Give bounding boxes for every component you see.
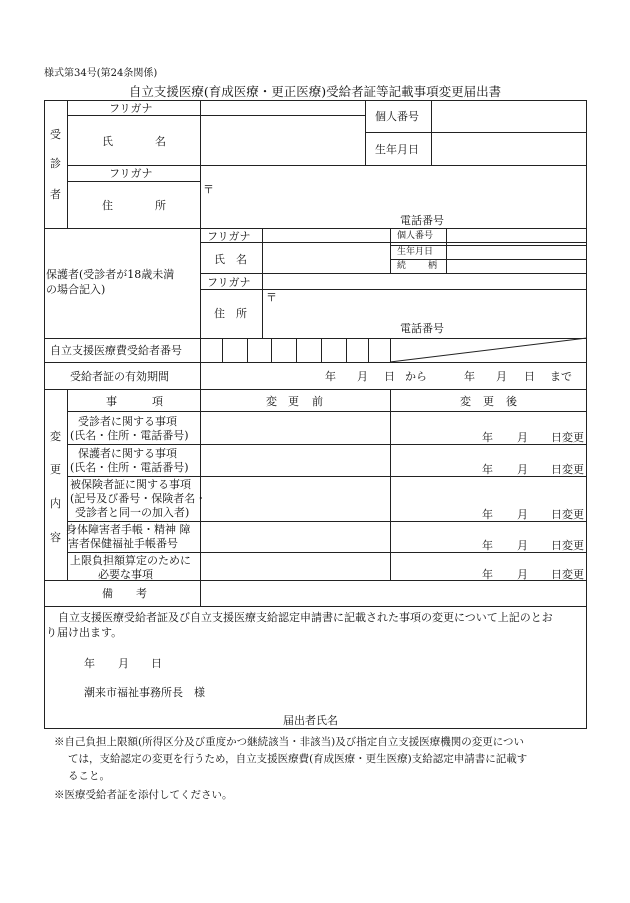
validity-year: 年 [325,370,336,383]
header-after: 変 [460,395,471,408]
change-date-day: 日変更 [551,539,584,552]
declaration-month: 月 [118,657,129,670]
changes-label-char: 容 [50,531,61,544]
declaration-text: り届け出ます。 [46,626,123,639]
change-row-label: (氏名・住所・電話番号) [70,461,189,474]
change-row-label: 受診者と同一の加入者) [75,506,190,519]
change-date-month: 月 [517,508,528,521]
guardian-furigana-label: フリガナ [207,230,251,243]
guardian-phone-label: 電話番号 [400,322,444,335]
guardian-name-label: 氏 [214,253,225,266]
recipient-number-label: 自立支援医療費受給者番号 [50,344,182,357]
change-row-label: 必要な事項 [98,568,153,581]
change-date-month: 月 [517,539,528,552]
change-date-year: 年 [482,463,493,476]
header-before: 前 [312,395,323,408]
change-row-label: 害者保健福祉手帳番号 [68,537,178,550]
patient-furigana-label: フリガナ [109,102,153,115]
patient-label-char: 者 [50,188,61,201]
declaration-day: 日 [151,657,162,670]
declaration-year: 年 [84,657,95,670]
change-date-day: 日変更 [551,508,584,521]
validity-from: から [405,370,427,383]
form-title: 自立支援医療(育成医療・更正医療)受給者証等記載事項変更届出書 [128,84,502,99]
patient-address-label: 所 [155,199,166,212]
change-row-label: 受診者に関する事項 [78,415,177,428]
patient-phone-label: 電話番号 [400,214,444,227]
header-item: 項 [152,395,163,408]
patient-address-label: 住 [102,199,113,212]
change-row-label: 上限負担額算定のために [70,554,191,567]
patient-label-char: 診 [50,157,61,170]
remarks-label: 備 [102,587,113,600]
patient-label-char: 受 [50,128,61,141]
change-date-month: 月 [517,431,528,444]
guardian-label: の場合記入) [46,283,106,296]
guardian-personal-number-label: 個人番号 [397,231,434,241]
changes-label-char: 変 [50,430,61,443]
validity-day2: 日 [524,370,535,383]
change-row-label: (氏名・住所・電話番号) [70,429,189,442]
changes-label-char: 更 [50,463,61,476]
declaration-text: 自立支援医療受給者証及び自立支援医療支給認定申請書に記載された事項の変更について上記のとお [58,611,553,624]
guardian-address-label: 住 [214,307,225,320]
change-date-year: 年 [482,568,493,581]
validity-label: 受給者証の有効期間 [70,370,169,383]
guardian-postal-mark: 〒 [266,291,277,304]
patient-personal-number-label: 個人番号 [375,110,419,123]
guardian-address-label: 所 [236,307,247,320]
change-row-label: (記号及び番号・保険者名・ [70,492,207,505]
validity-day: 日 [384,370,395,383]
patient-furigana2-label: フリガナ [109,167,153,180]
header-item: 事 [106,395,117,408]
change-date-day: 日変更 [551,568,584,581]
change-date-year: 年 [482,508,493,521]
header-after: 更 [483,395,494,408]
guardian-relationship-label: 続 [397,261,407,271]
note-text: ※医療受給者証を添付してください。 [54,789,233,801]
guardian-furigana2-label: フリガナ [207,276,251,289]
guardian-label: 保護者(受診者が18歳未満 [46,268,175,281]
change-date-year: 年 [482,539,493,552]
note-text: ※自己負担上限額(所得区分及び重度かつ継続該当・非該当)及び指定自立支援医療機関の変更につい [54,736,524,748]
changes-label-char: 内 [50,497,61,510]
validity-year2: 年 [464,370,475,383]
guardian-relationship-label: 柄 [428,261,438,271]
note-text: ること。 [68,770,110,782]
validity-month2: 月 [496,370,507,383]
change-date-month: 月 [517,568,528,581]
guardian-name-label: 名 [236,253,247,266]
change-row-label: 被保険者証に関する事項 [70,478,191,491]
header-before: 変 [266,395,277,408]
submitter-name-label: 届出者氏名 [283,714,338,727]
note-text: ては，支給認定の変更を行うため，自立支援医療費(育成医療・更生医療)支給認定申請書に記載す [68,753,528,765]
change-row-label: 身体障害者手帳・精神 障 [66,523,191,536]
change-date-day: 日変更 [551,431,584,444]
change-row-label: 保護者に関する事項 [78,447,177,460]
patient-name-label: 氏 [102,135,113,148]
form-number: 様式第34号(第24条関係) [44,68,158,79]
change-date-month: 月 [517,463,528,476]
header-after: 後 [506,395,517,408]
validity-until: まで [550,370,572,383]
change-date-year: 年 [482,431,493,444]
patient-name-label: 名 [155,135,166,148]
guardian-birthdate-label: 生年月日 [397,247,434,257]
validity-month: 月 [357,370,368,383]
remarks-label: 考 [136,587,147,600]
patient-postal-mark: 〒 [203,183,214,196]
change-date-day: 日変更 [551,463,584,476]
header-before: 更 [288,395,299,408]
patient-birthdate-label: 生年月日 [375,143,419,156]
addressee: 潮来市福祉事務所長 様 [84,686,205,699]
